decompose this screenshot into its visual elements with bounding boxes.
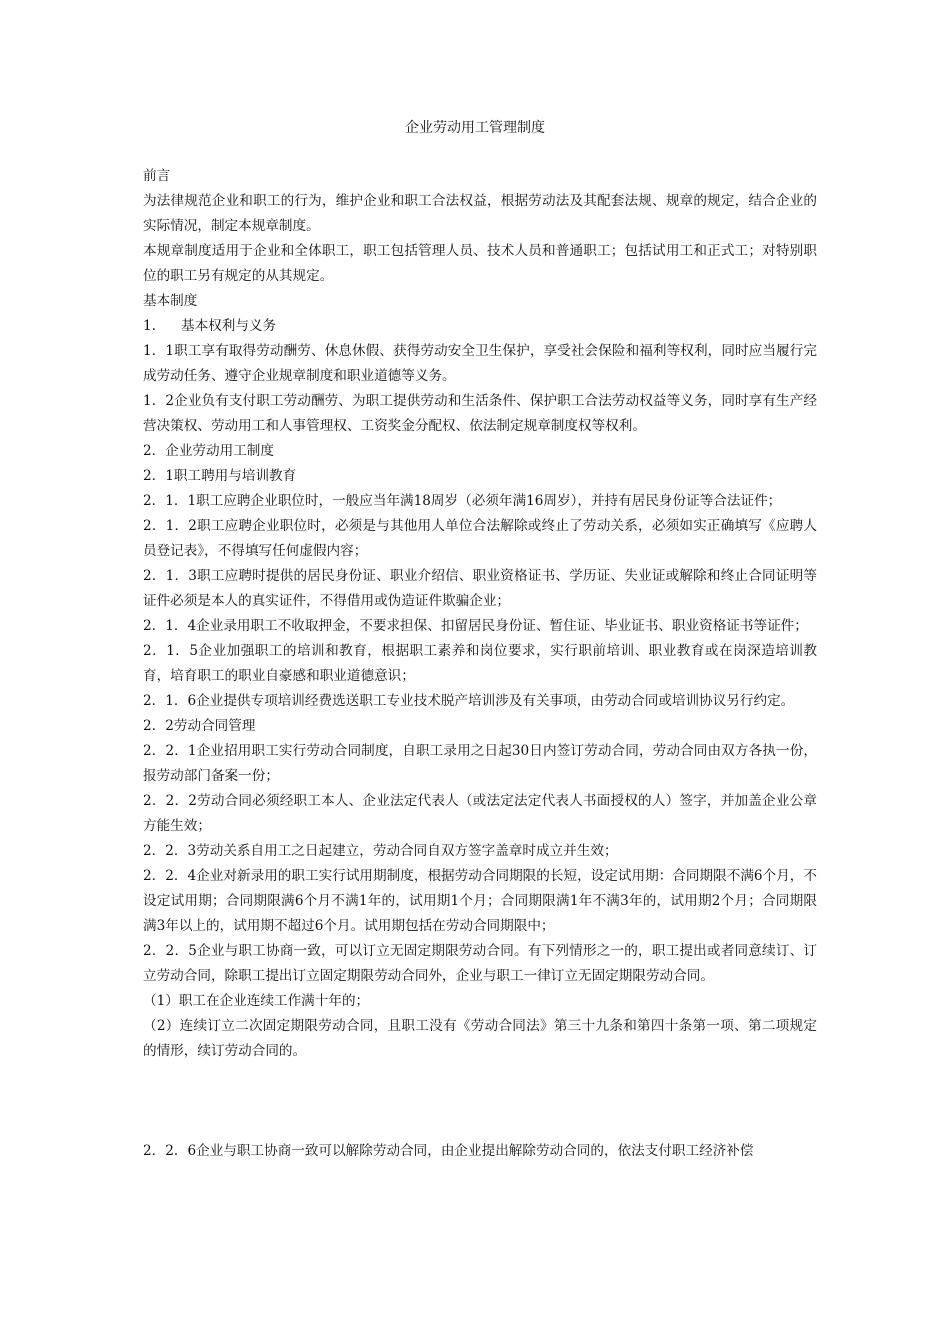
document-body bbox=[143, 164, 817, 1164]
paragraph: 2．1．4企业录用职工不收取押金，不要求担保、扣留居民身份证、暂住证、毕业证书、职业资格证书等证件； bbox=[143, 618, 808, 634]
numbered-heading: 2．1职工聘用与培训教育 bbox=[143, 468, 297, 484]
list-item: （1）职工在企业连续工作满十年的； bbox=[143, 993, 370, 1009]
section-heading: 前言 bbox=[143, 168, 171, 184]
paragraph: 2．2．3劳动关系自用工之日起建立，劳动合同自双方签字盖章时成立并生效； bbox=[143, 843, 618, 859]
paragraph: 2．2．5企业与职工协商一致，可以订立无固定期限劳动合同。有下列情形之一的，职工提出或者同意续订、订立劳动合同，除职工提出订立固定期限劳动合同外，企业与职工一律订立无固定期限劳动合同。 bbox=[143, 943, 817, 984]
paragraph: 2．2．2劳动合同必须经职工本人、企业法定代表人（或法定法定代表人书面授权的人）签字，并加盖企业公章方能生效； bbox=[143, 793, 817, 834]
numbered-heading bbox=[143, 314, 817, 339]
document-title: 企业劳动用工管理制度 bbox=[405, 120, 545, 136]
heading-text: 基本权利与义务 bbox=[181, 318, 277, 334]
page-gap bbox=[143, 1064, 817, 1139]
paragraph: 1．1职工享有取得劳动酬劳、休息休假、获得劳动安全卫生保护，享受社会保险和福利等权利，同时应当履行完成劳动任务、遵守企业规章制度和职业道德等义务。 bbox=[143, 343, 817, 384]
paragraph: 2．1．1职工应聘企业职位时，一般应当年满18周岁（必须年满16周岁），并持有居民身份证等合法证件； bbox=[143, 493, 782, 509]
paragraph: 2．2．1企业招用职工实行劳动合同制度，自职工录用之日起30日内签订劳动合同，劳动合同由双方各执一份，报劳动部门备案一份； bbox=[143, 743, 817, 784]
paragraph: 本规章制度适用于企业和全体职工，职工包括管理人员、技术人员和普通职工；包括试用工和正式工；对特别职位的职工另有规定的从其规定。 bbox=[143, 243, 817, 284]
heading-number: 1. bbox=[143, 318, 156, 334]
section-heading: 基本制度 bbox=[143, 293, 198, 309]
paragraph: 为法律规范企业和职工的行为，维护企业和职工合法权益，根据劳动法及其配套法规、规章的规定，结合企业的实际情况，制定本规章制度。 bbox=[143, 193, 817, 234]
paragraph: 2．2．6企业与职工协商一致可以解除劳动合同，由企业提出解除劳动合同的，依法支付职工经济补偿 bbox=[143, 1143, 754, 1159]
paragraph: 2．2．4企业对新录用的职工实行试用期制度，根据劳动合同期限的长短，设定试用期：合同期限不满6个月，不设定试用期；合同期限满6个月不满1年的，试用期1个月；合同期限满1年不满3年的，试用期2个月；合同期限满3年以上的，试用期不超过6个月。试用期包括在劳动合同期限中； bbox=[143, 868, 817, 934]
numbered-heading: 2．2劳动合同管理 bbox=[143, 718, 256, 734]
list-item: （2）连续订立二次固定期限劳动合同，且职工没有《劳动合同法》第三十九条和第四十条第一项、第二项规定的情形，续订劳动合同的。 bbox=[143, 1018, 817, 1059]
paragraph: 1．2企业负有支付职工劳动酬劳、为职工提供劳动和生活条件、保护职工合法劳动权益等义务，同时享有生产经营决策权、劳动用工和人事管理权、工资奖金分配权、依法制定规章制度权等权利。 bbox=[143, 393, 817, 434]
paragraph: 2．1．3职工应聘时提供的居民身份证、职业介绍信、职业资格证书、学历证、失业证或解除和终止合同证明等证件必须是本人的真实证件，不得借用或伪造证件欺骗企业； bbox=[143, 568, 817, 609]
paragraph: 2．1．5企业加强职工的培训和教育，根据职工素养和岗位要求，实行职前培训、职业教育或在岗深造培训教育，培育职工的职业自豪感和职业道德意识； bbox=[143, 643, 817, 684]
paragraph: 2．1．6企业提供专项培训经费选送职工专业技术脱产培训涉及有关事项，由劳动合同或培训协议另行约定。 bbox=[143, 693, 795, 709]
numbered-heading: 2．企业劳动用工制度 bbox=[143, 443, 274, 459]
paragraph: 2．1．2职工应聘企业职位时，必须是与其他用人单位合法解除或终止了劳动关系，必须如实正确填写《应聘人员登记表》，不得填写任何虚假内容； bbox=[143, 518, 817, 559]
